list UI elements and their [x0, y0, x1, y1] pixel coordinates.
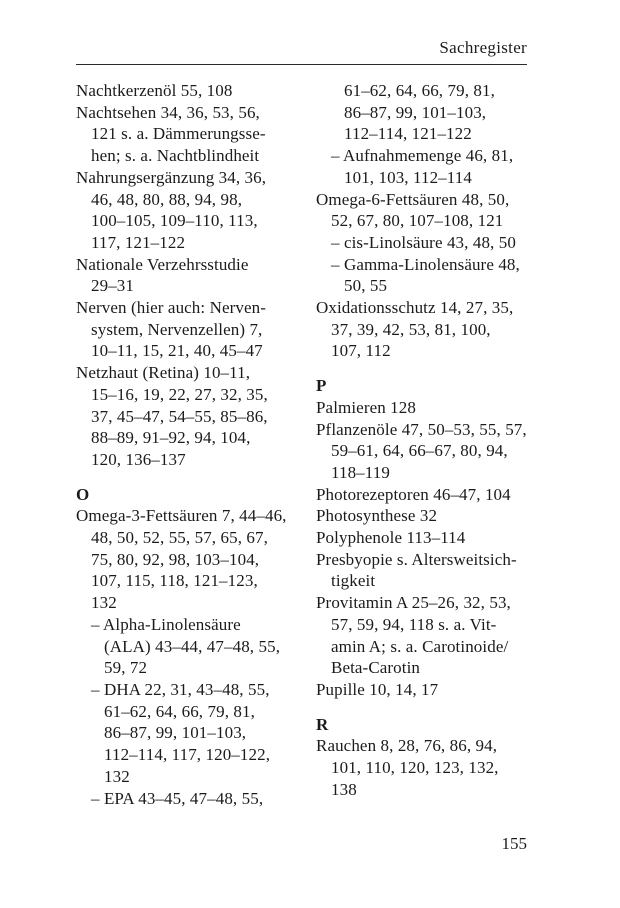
index-line: – Alpha-Linolensäure [91, 614, 241, 634]
index-line: (ALA) 43–44, 47–48, 55, [104, 636, 281, 656]
index-line: 50, 55 [344, 276, 388, 296]
index-line: 132 [91, 593, 117, 613]
index-line: Palmieren 128 [316, 397, 416, 417]
index-line: 121 s. a. Dämmerungsse- [91, 124, 266, 144]
index-line: 61–62, 64, 66, 79, 81, [104, 701, 255, 721]
index-line: Provitamin A 25–26, 32, 53, [316, 593, 511, 613]
index-line: 101, 110, 120, 123, 132, [331, 758, 499, 778]
index-line: 86–87, 99, 101–103, [344, 102, 487, 122]
index-line: Nationale Verzehrsstudie [76, 254, 249, 274]
index-line: system, Nervenzellen) 7, [91, 319, 263, 339]
page-footer [76, 834, 527, 854]
index-line: 37, 39, 42, 53, 81, 100, [331, 319, 491, 339]
page-header [76, 38, 527, 65]
index-line: 100–105, 109–110, 113, [91, 211, 258, 231]
index-line: – EPA 43–45, 47–48, 55, [91, 788, 264, 808]
index-line: 59, 72 [104, 658, 148, 678]
page-title: Sachregister [439, 38, 527, 57]
section-gap [316, 701, 566, 714]
index-line: Nerven (hier auch: Nerven- [76, 298, 266, 318]
index-line: 75, 80, 92, 98, 103–104, [91, 549, 260, 569]
index-line: Photorezeptoren 46–47, 104 [316, 484, 511, 504]
index-line: – cis-Linolsäure 43, 48, 50 [331, 232, 516, 252]
index-line: 61–62, 64, 66, 79, 81, [344, 81, 495, 100]
index-line: Polyphenole 113–114 [316, 528, 466, 548]
index-line: 10–11, 15, 21, 40, 45–47 [91, 341, 263, 361]
index-line: 120, 136–137 [91, 449, 186, 469]
index-line: 59–61, 64, 66–67, 80, 94, [331, 441, 508, 461]
index-line: 37, 45–47, 54–55, 85–86, [91, 406, 268, 426]
index-line: Nachtsehen 34, 36, 53, 56, [76, 102, 260, 122]
page-number: 155 [501, 834, 527, 853]
index-line: Photosynthese 32 [316, 506, 438, 526]
index-columns [76, 80, 576, 809]
index-line: 118–119 [331, 462, 390, 482]
index-line: 57, 59, 94, 118 s. a. Vit- [331, 614, 497, 634]
index-line: hen; s. a. Nachtblindheit [91, 146, 260, 166]
section-gap [76, 471, 316, 484]
index-column-left [76, 80, 316, 809]
section-heading: O [76, 484, 90, 504]
index-line: Presbyopie s. Altersweitsich- [316, 549, 517, 569]
index-line: – Gamma-Linolensäure 48, [331, 254, 520, 274]
index-line: Pflanzenöle 47, 50–53, 55, 57, [316, 419, 527, 439]
index-line: 138 [331, 779, 357, 799]
index-line: 107, 115, 118, 121–123, [91, 571, 258, 591]
index-line: Beta-Carotin [331, 658, 421, 678]
index-line: Nachtkerzenöl 55, 108 [76, 81, 233, 100]
index-line: 29–31 [91, 276, 134, 296]
index-line: Rauchen 8, 28, 76, 86, 94, [316, 736, 498, 756]
index-line: Netzhaut (Retina) 10–11, [76, 363, 251, 383]
index-line: 101, 103, 112–114 [344, 167, 472, 187]
index-line: 117, 121–122 [91, 232, 186, 252]
index-line: – DHA 22, 31, 43–48, 55, [91, 679, 270, 699]
index-column-right [316, 80, 566, 801]
index-line: 46, 48, 80, 88, 94, 98, [91, 189, 243, 209]
index-line: amin A; s. a. Carotinoide/ [331, 636, 509, 656]
index-line: Nahrungsergänzung 34, 36, [76, 167, 267, 187]
section-gap [316, 362, 566, 375]
index-line: tigkeit [331, 571, 376, 591]
index-line: 88–89, 91–92, 94, 104, [91, 428, 251, 448]
index-line: Omega-3-Fettsäuren 7, 44–46, [76, 506, 287, 526]
index-line: 112–114, 121–122 [344, 124, 472, 144]
index-line: Pupille 10, 14, 17 [316, 679, 439, 699]
index-line: 107, 112 [331, 341, 391, 361]
index-line: 86–87, 99, 101–103, [104, 723, 247, 743]
index-line: 48, 50, 52, 55, 57, 65, 67, [91, 528, 268, 548]
section-heading: R [316, 714, 329, 734]
index-line: Oxidationsschutz 14, 27, 35, [316, 298, 514, 318]
index-line: 15–16, 19, 22, 27, 32, 35, [91, 384, 268, 404]
index-line: 132 [104, 766, 130, 786]
index-line: 112–114, 117, 120–122, [104, 745, 271, 765]
index-line: Omega-6-Fettsäuren 48, 50, [316, 189, 510, 209]
section-heading: P [316, 376, 327, 396]
index-line: – Aufnahmemenge 46, 81, [331, 146, 514, 166]
index-line: 52, 67, 80, 107–108, 121 [331, 211, 504, 231]
